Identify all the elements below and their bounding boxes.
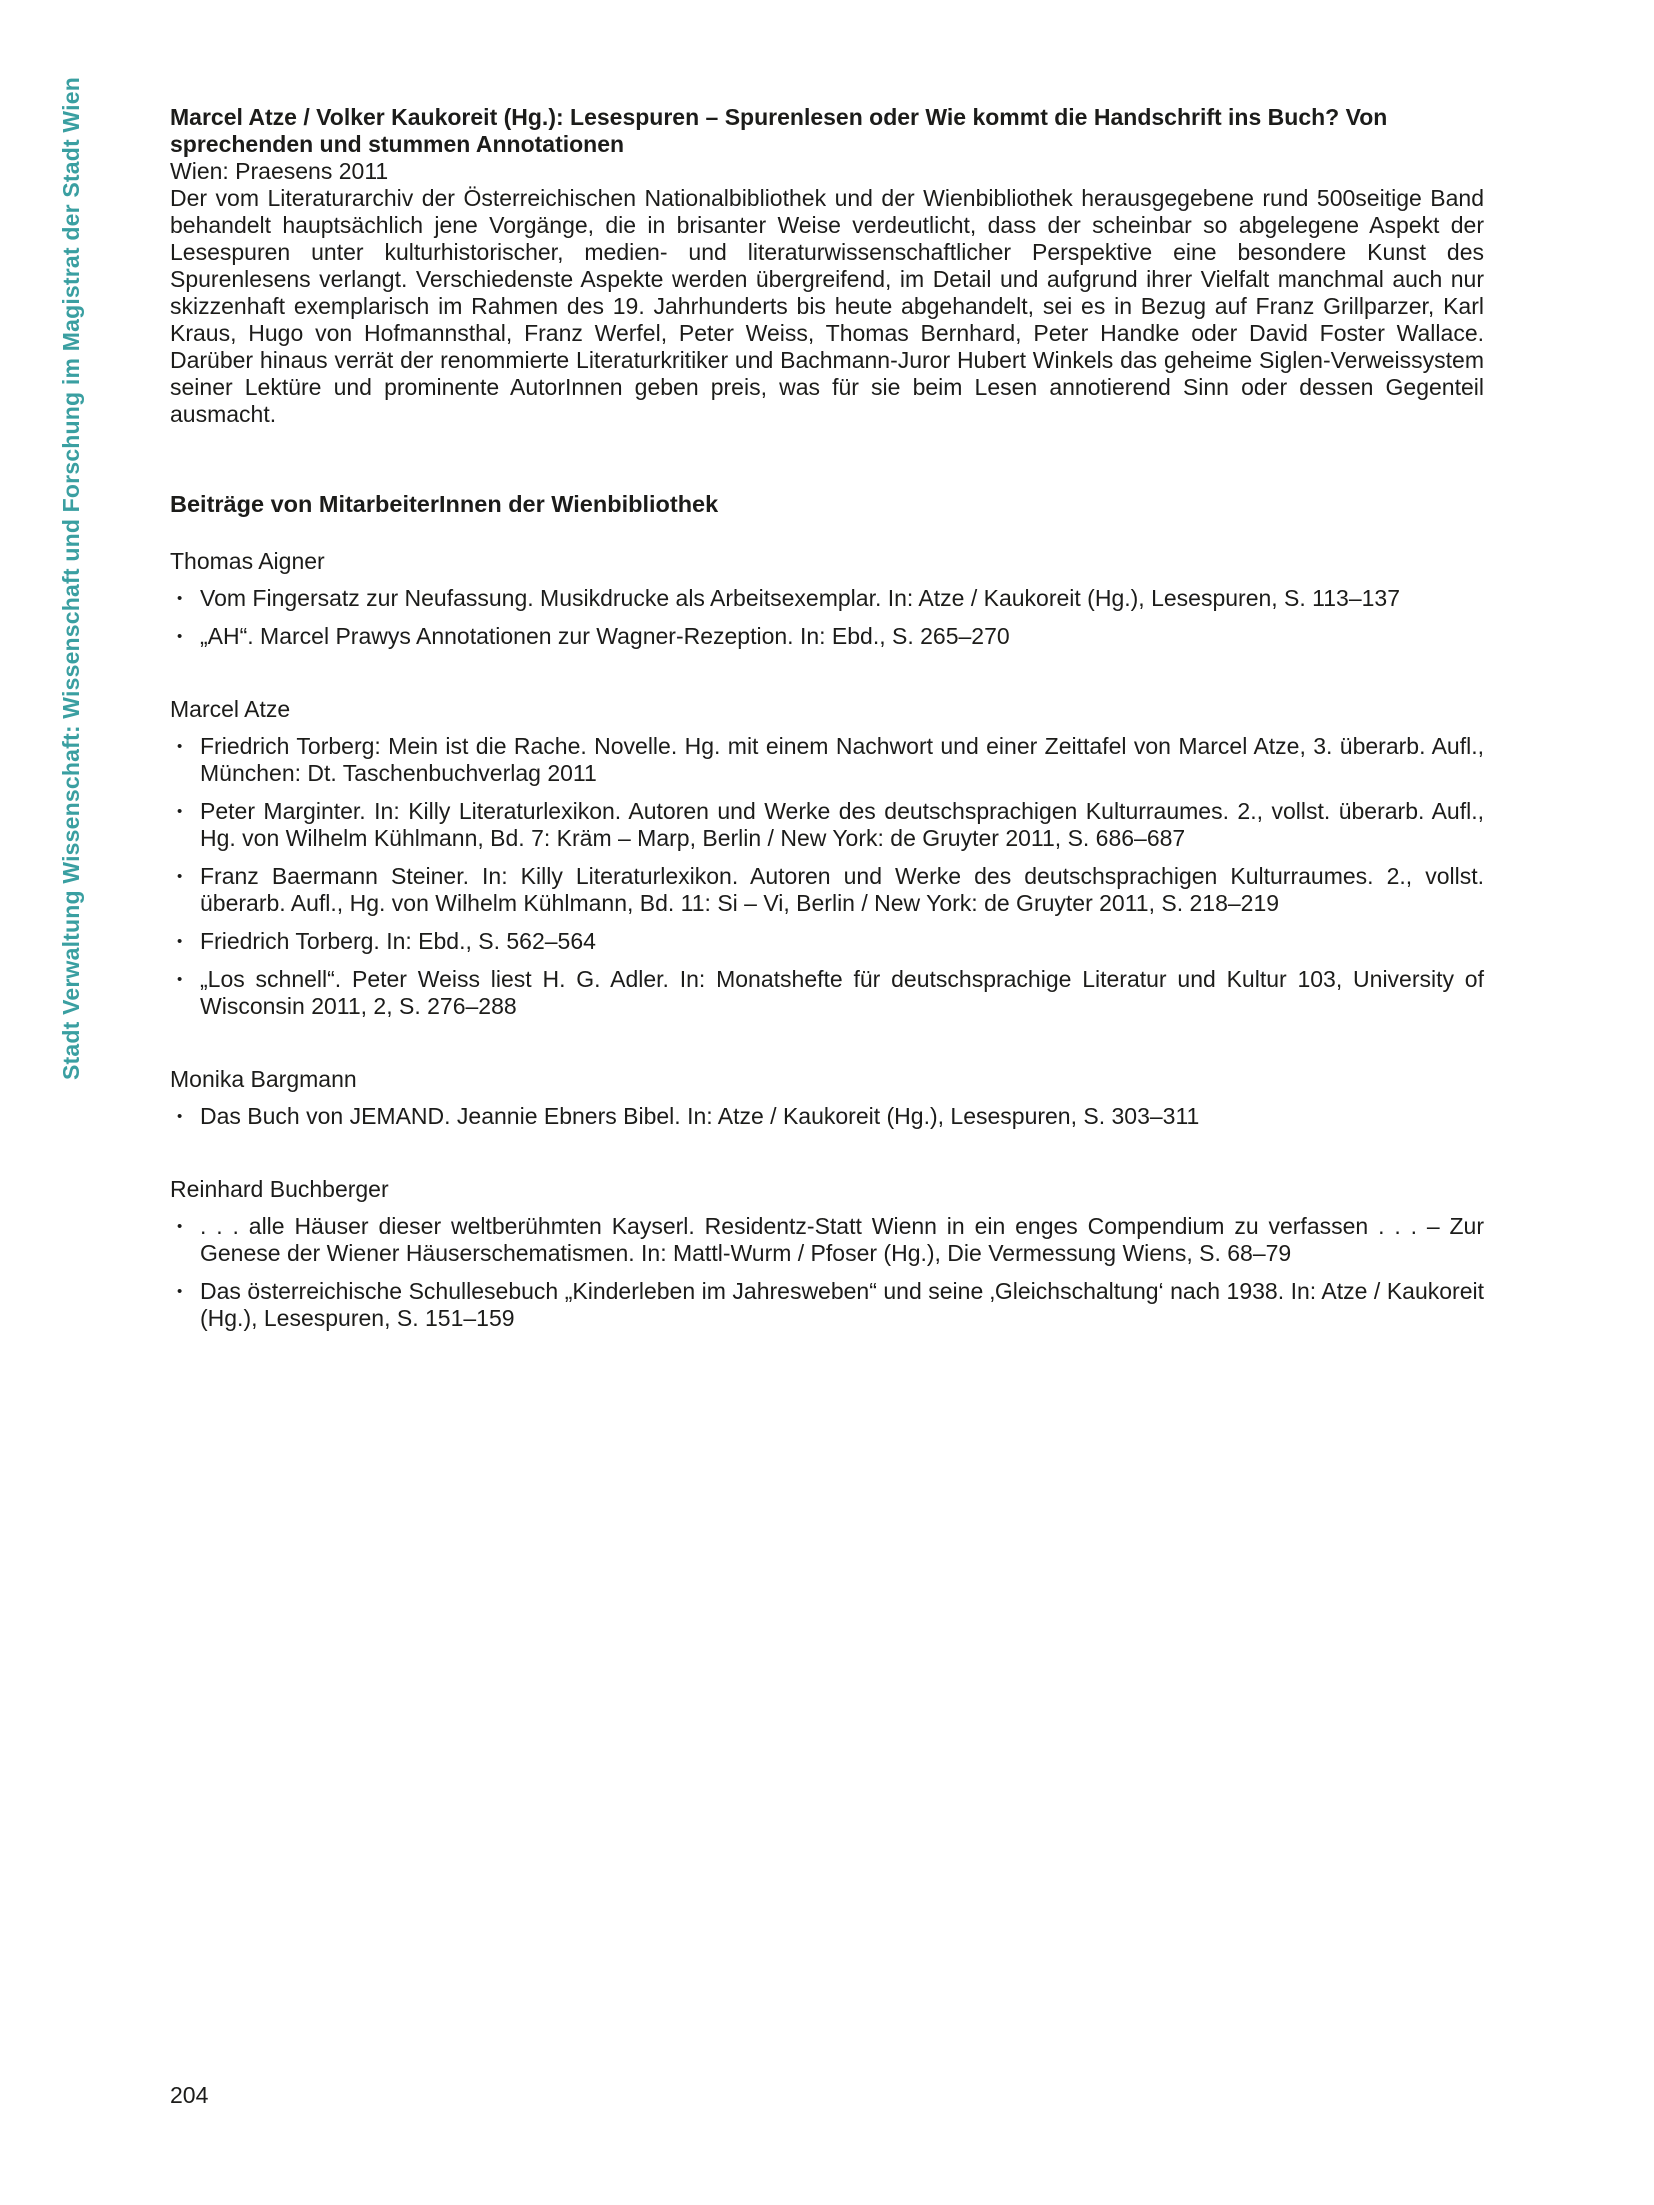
bullet-icon: • xyxy=(177,738,183,755)
section-heading-contributions: Beiträge von MitarbeiterInnen der Wienbibliothek xyxy=(170,491,719,517)
author-section-reinhard-buchberger xyxy=(170,1176,1484,1332)
publication-text: . . . alle Häuser dieser weltberühmten Kayserl. Residentz-Statt Wienn in ein enges Compendium zu verfassen . . . – Zur Genese der Wiener Häuserschematismen. In: Mattl-Wurm / Pfoser (Hg.), Die Vermessung Wiens, S. 68–79 xyxy=(200,1213,1484,1266)
author-section-monika-bargmann xyxy=(170,1066,1484,1130)
list-item xyxy=(170,585,1484,612)
bullet-icon: • xyxy=(177,933,183,950)
book-publisher: Wien: Praesens 2011 xyxy=(170,158,389,184)
publication-text: Das Buch von JEMAND. Jeannie Ebners Bibel. In: Atze / Kaukoreit (Hg.), Lesespuren, S. 303–311 xyxy=(200,1103,1200,1129)
list-item xyxy=(170,1103,1484,1130)
publication-text: „Los schnell“. Peter Weiss liest H. G. Adler. In: Monatshefte für deutschsprachige Literatur und Kultur 103, University of Wisconsin 2011, 2, S. 276–288 xyxy=(200,966,1484,1019)
author-name: Marcel Atze xyxy=(170,696,291,722)
book-title: Marcel Atze / Volker Kaukoreit (Hg.): Lesespuren – Spurenlesen oder Wie kommt die Handschrift ins Buch? Von sprechenden und stummen Annotationen xyxy=(170,104,1388,157)
sidebar-vertical-text: Stadt Verwaltung Wissenschaft: Wissenschaft und Forschung im Magistrat der Stadt Wien xyxy=(58,77,84,1080)
list-item xyxy=(170,1278,1484,1332)
list-item xyxy=(170,1213,1484,1267)
bullet-icon: • xyxy=(177,1108,183,1125)
list-item xyxy=(170,623,1484,650)
author-name: Thomas Aigner xyxy=(170,548,325,574)
bullet-icon: • xyxy=(177,1218,183,1235)
main-content xyxy=(170,104,1484,1343)
publication-text: Friedrich Torberg: Mein ist die Rache. Novelle. Hg. mit einem Nachwort und einer Zeittafel von Marcel Atze, 3. überarb. Aufl., München: Dt. Taschenbuchverlag 2011 xyxy=(200,733,1484,786)
list-item xyxy=(170,798,1484,852)
list-item xyxy=(170,928,1484,955)
bullet-icon: • xyxy=(177,590,183,607)
publication-text: Friedrich Torberg. In: Ebd., S. 562–564 xyxy=(200,928,596,954)
publication-text: Das österreichische Schullesebuch „Kinderleben im Jahresweben“ und seine ‚Gleichschaltung‘ nach 1938. In: Atze / Kaukoreit (Hg.), Lesespuren, S. 151–159 xyxy=(200,1278,1484,1331)
author-section-thomas-aigner xyxy=(170,548,1484,650)
page-number: 204 xyxy=(170,2082,209,2108)
author-name: Reinhard Buchberger xyxy=(170,1176,389,1202)
publication-text: „AH“. Marcel Prawys Annotationen zur Wagner-Rezeption. In: Ebd., S. 265–270 xyxy=(200,623,1010,649)
list-item xyxy=(170,863,1484,917)
book-description: Der vom Literaturarchiv der Österreichischen Nationalbibliothek und der Wienbibliothek herausgegebene rund 500seitige Band behandelt hauptsächlich jene Vorgänge, die in brisanter Weise verdeutlicht, dass der scheinbar so abgelegene Aspekt der Lesespuren unter kulturhistorischer, medien- und literaturwissenschaftlicher Perspektive eine besondere Kunst des Spurenlesens verlangt. Verschiedenste Aspekte werden übergreifend, im Detail und aufgrund ihrer Vielfalt manchmal auch nur skizzenhaft exemplarisch im Rahmen des 19. Jahrhunderts bis heute abgehandelt, sei es in Bezug auf Franz Grillparzer, Karl Kraus, Hugo von Hofmannsthal, Franz Werfel, Peter Weiss, Thomas Bernhard, Peter Handke oder David Foster Wallace. Darüber hinaus verrät der renommierte Literaturkritiker und Bachmann-Juror Hubert Winkels das geheime Siglen-Verweissystem seiner Lektüre und prominente AutorInnen geben preis, was für sie beim Lesen annotierend Sinn oder dessen Gegenteil ausmacht. xyxy=(170,185,1484,427)
bullet-icon: • xyxy=(177,971,183,988)
bullet-icon: • xyxy=(177,868,183,885)
list-item xyxy=(170,966,1484,1020)
bullet-icon: • xyxy=(177,803,183,820)
author-section-marcel-atze xyxy=(170,696,1484,1020)
publication-text: Vom Fingersatz zur Neufassung. Musikdrucke als Arbeitsexemplar. In: Atze / Kaukoreit (Hg.), Lesespuren, S. 113–137 xyxy=(200,585,1401,611)
bullet-icon: • xyxy=(177,1283,183,1300)
publication-text: Franz Baermann Steiner. In: Killy Literaturlexikon. Autoren und Werke des deutschsprachigen Kulturraumes. 2., vollst. überarb. Aufl., Hg. von Wilhelm Kühlmann, Bd. 11: Si – Vi, Berlin / New York: de Gruyter 2011, S. 218–219 xyxy=(200,863,1484,916)
author-name: Monika Bargmann xyxy=(170,1066,357,1092)
bullet-icon: • xyxy=(177,628,183,645)
list-item xyxy=(170,733,1484,787)
publication-text: Peter Marginter. In: Killy Literaturlexikon. Autoren und Werke des deutschsprachigen Kulturraumes. 2., vollst. überarb. Aufl., Hg. von Wilhelm Kühlmann, Bd. 7: Kräm – Marp, Berlin / New York: de Gruyter 2011, S. 686–687 xyxy=(200,798,1484,851)
